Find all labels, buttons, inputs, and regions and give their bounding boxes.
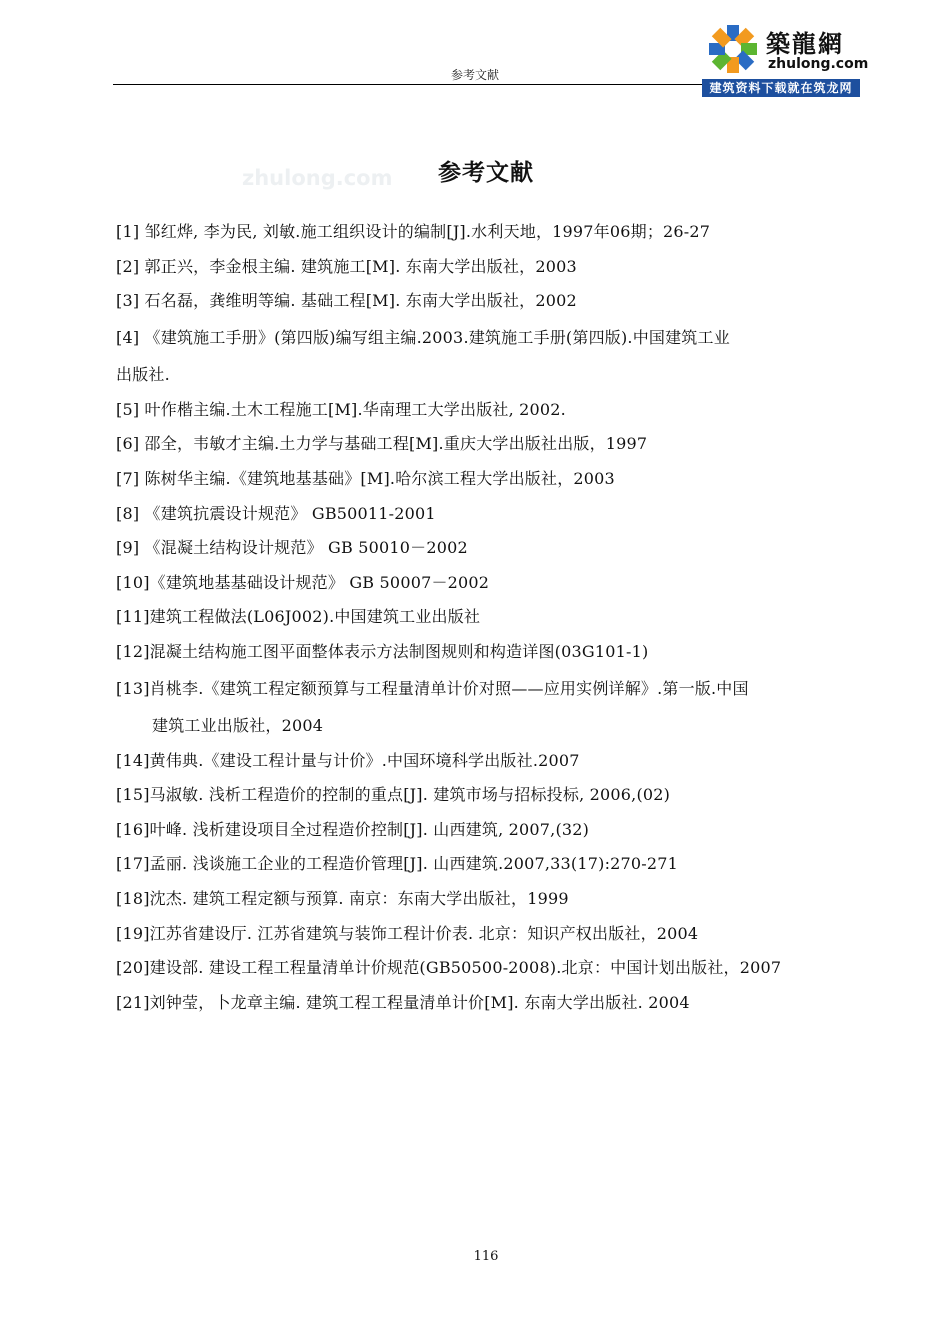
reference-item: [116, 566, 868, 601]
reference-continuation: 建筑工业出版社，2004: [152, 715, 324, 735]
reference-item: [116, 744, 868, 779]
logo-slogan: 建筑资料下载就在筑龙网: [702, 79, 860, 97]
header-rule: [113, 84, 703, 85]
reference-text: [10]《建筑地基基础设计规范》 GB 50007－2002: [116, 572, 490, 592]
reference-text: [15]马淑敏. 浅析工程造价的控制的重点[J]. 建筑市场与招标投标, 2006,(02): [116, 785, 671, 805]
reference-text: [21]刘钟莹，卜龙章主编. 建筑工程工程量清单计价[M]. 东南大学出版社. 2004: [116, 992, 690, 1012]
reference-item: [116, 284, 868, 319]
logo-site: zhulong.com: [768, 56, 869, 72]
reference-item: [116, 951, 868, 986]
reference-item: [116, 778, 868, 813]
reference-item: [116, 427, 868, 462]
reference-item: [116, 215, 868, 250]
reference-text: [6] 邵全，韦敏才主编.土力学与基础工程[M].重庆大学出版社出版，1997: [116, 434, 648, 454]
reference-list: [116, 215, 868, 1020]
logo-name: 築龍網: [766, 30, 844, 58]
reference-text: [7] 陈树华主编.《建筑地基基础》[M].哈尔滨工程大学出版社，2003: [116, 468, 615, 488]
reference-text: [14]黄伟典.《建设工程计量与计价》.中国环境科学出版社.2007: [116, 750, 580, 770]
page-title: 参考文献: [438, 160, 534, 186]
reference-item: [116, 531, 868, 566]
reference-text: [20]建设部. 建设工程工程量清单计价规范(GB50500-2008).北京：中国计划出版社，2007: [116, 958, 782, 978]
reference-text: [12]混凝土结构施工图平面整体表示方法制图规则和构造详图(03G101-1): [116, 641, 649, 661]
reference-item: [116, 600, 868, 635]
reference-text: [18]沈杰. 建筑工程定额与预算. 南京：东南大学出版社，1999: [116, 888, 569, 908]
zhulong-logo: [702, 20, 869, 98]
watermark: zhulong.com: [242, 166, 393, 190]
reference-text: [1] 邹红烨, 李为民, 刘敏.施工组织设计的编制[J].水利天地，1997年06期；26-27: [116, 222, 711, 241]
reference-item: [116, 917, 868, 952]
page-number: 116: [473, 1249, 499, 1264]
reference-item: [116, 882, 868, 917]
reference-text: [8] 《建筑抗震设计规范》 GB50011-2001: [116, 503, 436, 523]
reference-text: [19]江苏省建设厅. 江苏省建筑与装饰工程计价表. 北京：知识产权出版社，2004: [116, 923, 699, 943]
reference-text: [9] 《混凝土结构设计规范》 GB 50010－2002: [116, 538, 468, 558]
reference-text: [13]肖桃李.《建筑工程定额预算与工程量清单计价对照——应用实例详解》.第一版.中国: [116, 678, 749, 698]
running-header: 参考文献: [450, 68, 499, 82]
reference-text: [5] 叶作楷主编.土木工程施工[M].华南理工大学出版社, 2002.: [116, 399, 566, 419]
reference-text: [17]孟丽. 浅谈施工企业的工程造价管理[J]. 山西建筑.2007,33(17):270-271: [116, 854, 679, 874]
reference-text: [11]建筑工程做法(L06J002).中国建筑工业出版社: [116, 607, 481, 627]
reference-item: [116, 847, 868, 882]
reference-text: [2] 郭正兴，李金根主编. 建筑施工[M]. 东南大学出版社，2003: [116, 256, 577, 276]
reference-continuation: 出版社.: [116, 364, 170, 384]
reference-text: [4] 《建筑施工手册》(第四版)编写组主编.2003.建筑施工手册(第四版).中国建筑工业: [116, 327, 730, 347]
reference-item: [116, 393, 868, 428]
logo-star-icon: [704, 22, 762, 76]
reference-text: [16]叶峰. 浅析建设项目全过程造价控制[J]. 山西建筑, 2007,(32): [116, 819, 590, 839]
reference-item: [116, 462, 868, 497]
reference-item: [116, 250, 868, 285]
reference-item: [116, 319, 868, 393]
logo-top: [702, 20, 869, 78]
reference-item: [116, 986, 868, 1021]
reference-item: [116, 813, 868, 848]
reference-text: [3] 石名磊，龚维明等编. 基础工程[M]. 东南大学出版社，2002: [116, 291, 577, 311]
reference-item: [116, 670, 868, 744]
reference-item: [116, 497, 868, 532]
reference-item: [116, 635, 868, 670]
